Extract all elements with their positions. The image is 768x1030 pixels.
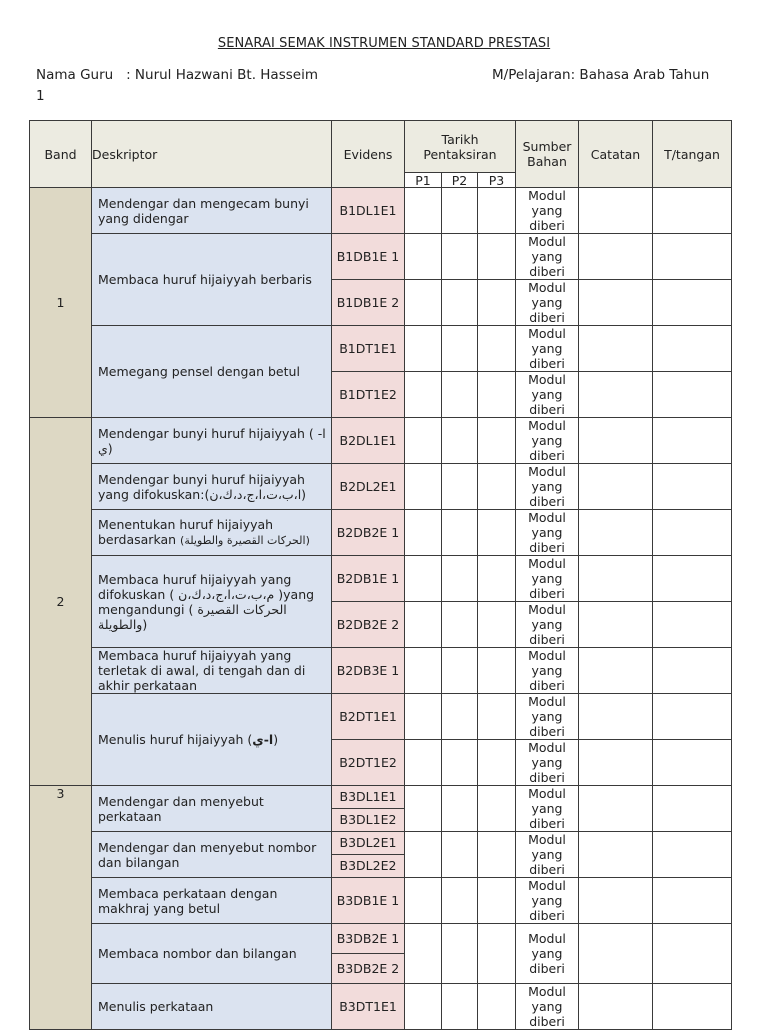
descriptor-cell: Mendengar dan menyebut perkataan bbox=[92, 786, 332, 832]
header-p3: P3 bbox=[478, 173, 516, 188]
teacher-name: Nama Guru : Nurul Hazwani Bt. Hasseim bbox=[36, 67, 318, 83]
evidence-cell: B2DB2E 1 bbox=[332, 510, 405, 556]
source-cell: Modul yang diberi bbox=[516, 280, 579, 326]
catatan-cell[interactable] bbox=[579, 510, 653, 556]
signature-cell[interactable] bbox=[653, 832, 732, 878]
source-cell: Modul yang diberi bbox=[516, 510, 579, 556]
signature-cell[interactable] bbox=[653, 418, 732, 464]
p1-cell[interactable] bbox=[405, 694, 442, 740]
signature-cell[interactable] bbox=[653, 740, 732, 786]
catatan-cell[interactable] bbox=[579, 418, 653, 464]
arabic-text: ا-ي bbox=[252, 732, 274, 747]
p2-cell[interactable] bbox=[442, 326, 478, 372]
table-row bbox=[30, 326, 732, 372]
table-row bbox=[30, 464, 732, 510]
p3-cell[interactable] bbox=[478, 556, 516, 602]
p3-cell[interactable] bbox=[478, 464, 516, 510]
header-sumber-bahan: Sumber Bahan bbox=[516, 121, 579, 188]
evidence-cell: B3DL1E2 bbox=[332, 809, 405, 832]
catatan-cell[interactable] bbox=[579, 740, 653, 786]
source-cell: Modul yang diberi bbox=[516, 786, 579, 832]
descriptor-cell: Mendengar bunyi huruf hijaiyyah yang difokuskan:(ا،ب،ت،ا،ج،د،ك،ن) bbox=[92, 464, 332, 510]
p2-cell[interactable] bbox=[442, 832, 478, 878]
evidence-cell: B2DL2E1 bbox=[332, 464, 405, 510]
p3-cell[interactable] bbox=[478, 602, 516, 648]
evidence-cell: B3DL2E2 bbox=[332, 855, 405, 878]
catatan-cell[interactable] bbox=[579, 984, 653, 1030]
p3-cell[interactable] bbox=[478, 740, 516, 786]
p1-cell[interactable] bbox=[405, 510, 442, 556]
source-cell: Modul yang diberi bbox=[516, 694, 579, 740]
p1-cell[interactable] bbox=[405, 418, 442, 464]
catatan-cell[interactable] bbox=[579, 464, 653, 510]
p2-cell[interactable] bbox=[442, 280, 478, 326]
p3-cell[interactable] bbox=[478, 878, 516, 924]
signature-cell[interactable] bbox=[653, 924, 732, 984]
evidence-cell: B1DT1E1 bbox=[332, 326, 405, 372]
header-catatan: Catatan bbox=[579, 121, 653, 188]
document-title: SENARAI SEMAK INSTRUMEN STANDARD PRESTASI bbox=[217, 36, 551, 51]
catatan-cell[interactable] bbox=[579, 832, 653, 878]
table-row bbox=[30, 234, 732, 280]
source-cell: Modul yang diberi bbox=[516, 326, 579, 372]
p2-cell[interactable] bbox=[442, 418, 478, 464]
header-ttangan: T/tangan bbox=[653, 121, 732, 188]
p3-cell[interactable] bbox=[478, 234, 516, 280]
evidence-cell: B2DL1E1 bbox=[332, 418, 405, 464]
source-cell: Modul yang diberi bbox=[516, 740, 579, 786]
p1-cell[interactable] bbox=[405, 984, 442, 1030]
p3-cell[interactable] bbox=[478, 510, 516, 556]
descriptor-cell: Membaca huruf hijaiyyah berbaris bbox=[92, 234, 332, 326]
descriptor-cell bbox=[92, 510, 332, 556]
p2-cell[interactable] bbox=[442, 556, 478, 602]
assessment-table bbox=[29, 120, 732, 1030]
evidence-cell: B3DL1E1 bbox=[332, 786, 405, 809]
descriptor-cell: Menulis perkataan bbox=[92, 984, 332, 1030]
signature-cell[interactable] bbox=[653, 510, 732, 556]
table-row bbox=[30, 924, 732, 954]
signature-cell[interactable] bbox=[653, 188, 732, 234]
p2-cell[interactable] bbox=[442, 648, 478, 694]
p1-cell[interactable] bbox=[405, 648, 442, 694]
p2-cell[interactable] bbox=[442, 924, 478, 984]
header-p2: P2 bbox=[442, 173, 478, 188]
source-cell: Modul yang diberi bbox=[516, 372, 579, 418]
descriptor-cell bbox=[92, 694, 332, 786]
p1-cell[interactable] bbox=[405, 188, 442, 234]
p3-cell[interactable] bbox=[478, 188, 516, 234]
p1-cell[interactable] bbox=[405, 372, 442, 418]
band-cell: 2 bbox=[30, 418, 92, 786]
descriptor-cell: Mendengar dan menyebut nombor dan bilangan bbox=[92, 832, 332, 878]
p2-cell[interactable] bbox=[442, 878, 478, 924]
p3-cell[interactable] bbox=[478, 372, 516, 418]
table-row bbox=[30, 418, 732, 464]
evidence-cell: B3DB2E 1 bbox=[332, 924, 405, 954]
source-cell: Modul yang diberi bbox=[516, 418, 579, 464]
catatan-cell[interactable] bbox=[579, 786, 653, 832]
catatan-cell[interactable] bbox=[579, 878, 653, 924]
signature-cell[interactable] bbox=[653, 984, 732, 1030]
p2-cell[interactable] bbox=[442, 740, 478, 786]
p2-cell[interactable] bbox=[442, 464, 478, 510]
evidence-cell: B1DL1E1 bbox=[332, 188, 405, 234]
subject-info-year: 1 bbox=[36, 88, 45, 104]
source-cell: Modul yang diberi bbox=[516, 878, 579, 924]
header-band: Band bbox=[30, 121, 92, 188]
p2-cell[interactable] bbox=[442, 234, 478, 280]
evidence-cell: B1DB1E 2 bbox=[332, 280, 405, 326]
p1-cell[interactable] bbox=[405, 786, 442, 832]
p2-cell[interactable] bbox=[442, 188, 478, 234]
signature-cell[interactable] bbox=[653, 786, 732, 832]
source-cell: Modul yang diberi bbox=[516, 234, 579, 280]
descriptor-cell: Membaca huruf hijaiyyah yang terletak di awal, di tengah dan di akhir perkataan bbox=[92, 648, 332, 694]
p3-cell[interactable] bbox=[478, 984, 516, 1030]
p3-cell[interactable] bbox=[478, 832, 516, 878]
p2-cell[interactable] bbox=[442, 602, 478, 648]
header-tarikh-pentaksiran: Tarikh Pentaksiran bbox=[405, 121, 516, 173]
p1-cell[interactable] bbox=[405, 464, 442, 510]
evidence-cell: B3DL2E1 bbox=[332, 832, 405, 855]
source-cell: Modul yang diberi bbox=[516, 602, 579, 648]
signature-cell[interactable] bbox=[653, 326, 732, 372]
descriptor-text: Menulis huruf hijaiyyah ( bbox=[98, 732, 253, 747]
signature-cell[interactable] bbox=[653, 602, 732, 648]
source-cell: Modul yang diberi bbox=[516, 188, 579, 234]
signature-cell[interactable] bbox=[653, 878, 732, 924]
table-row bbox=[30, 694, 732, 740]
band-cell: 1 bbox=[30, 188, 92, 418]
p2-cell[interactable] bbox=[442, 694, 478, 740]
p3-cell[interactable] bbox=[478, 694, 516, 740]
catatan-cell[interactable] bbox=[579, 556, 653, 602]
source-cell: Modul yang diberi bbox=[516, 832, 579, 878]
p3-cell[interactable] bbox=[478, 786, 516, 832]
table-row bbox=[30, 556, 732, 602]
evidence-cell: B2DT1E2 bbox=[332, 740, 405, 786]
descriptor-cell: Mendengar bunyi huruf hijaiyyah ( ا-ي) bbox=[92, 418, 332, 464]
subject-info: M/Pelajaran: Bahasa Arab Tahun bbox=[492, 67, 710, 83]
p2-cell[interactable] bbox=[442, 372, 478, 418]
p1-cell[interactable] bbox=[405, 556, 442, 602]
p3-cell[interactable] bbox=[478, 924, 516, 984]
catatan-cell[interactable] bbox=[579, 234, 653, 280]
evidence-cell: B3DT1E1 bbox=[332, 984, 405, 1030]
evidence-cell: B3DB1E 1 bbox=[332, 878, 405, 924]
table-row bbox=[30, 510, 732, 556]
p1-cell[interactable] bbox=[405, 878, 442, 924]
evidence-cell: B1DB1E 1 bbox=[332, 234, 405, 280]
p2-cell[interactable] bbox=[442, 984, 478, 1030]
catatan-cell[interactable] bbox=[579, 602, 653, 648]
evidence-cell: B1DT1E2 bbox=[332, 372, 405, 418]
table-row bbox=[30, 648, 732, 694]
signature-cell[interactable] bbox=[653, 556, 732, 602]
p1-cell[interactable] bbox=[405, 740, 442, 786]
source-cell: Modul yang diberi bbox=[516, 984, 579, 1030]
signature-cell[interactable] bbox=[653, 234, 732, 280]
p1-cell[interactable] bbox=[405, 924, 442, 984]
signature-cell[interactable] bbox=[653, 694, 732, 740]
table-row bbox=[30, 878, 732, 924]
p3-cell[interactable] bbox=[478, 280, 516, 326]
p2-cell[interactable] bbox=[442, 786, 478, 832]
signature-cell[interactable] bbox=[653, 648, 732, 694]
descriptor-cell: Memegang pensel dengan betul bbox=[92, 326, 332, 418]
catatan-cell[interactable] bbox=[579, 372, 653, 418]
header-deskriptor: Deskriptor bbox=[92, 121, 332, 188]
signature-cell[interactable] bbox=[653, 464, 732, 510]
p1-cell[interactable] bbox=[405, 602, 442, 648]
header-evidens: Evidens bbox=[332, 121, 405, 188]
descriptor-cell: Membaca nombor dan bilangan bbox=[92, 924, 332, 984]
evidence-cell: B2DB1E 1 bbox=[332, 556, 405, 602]
table-row bbox=[30, 832, 732, 855]
catatan-cell[interactable] bbox=[579, 924, 653, 984]
source-cell: Modul yang diberi bbox=[516, 556, 579, 602]
evidence-cell: B2DT1E1 bbox=[332, 694, 405, 740]
p1-cell[interactable] bbox=[405, 832, 442, 878]
descriptor-cell: Membaca perkataan dengan makhraj yang betul bbox=[92, 878, 332, 924]
evidence-cell: B3DB2E 2 bbox=[332, 954, 405, 984]
descriptor-cell: Mendengar dan mengecam bunyi yang didengar bbox=[92, 188, 332, 234]
arabic-text: (الحركات القصيرة والطويلة) bbox=[180, 534, 310, 547]
source-cell: Modul yang diberi bbox=[516, 924, 579, 984]
header-p1: P1 bbox=[405, 173, 442, 188]
table-row bbox=[30, 984, 732, 1030]
p1-cell[interactable] bbox=[405, 280, 442, 326]
catatan-cell[interactable] bbox=[579, 648, 653, 694]
evidence-cell: B2DB3E 1 bbox=[332, 648, 405, 694]
p3-cell[interactable] bbox=[478, 418, 516, 464]
p2-cell[interactable] bbox=[442, 510, 478, 556]
p3-cell[interactable] bbox=[478, 648, 516, 694]
signature-cell[interactable] bbox=[653, 372, 732, 418]
descriptor-cell: Membaca huruf hijaiyyah yang difokuskan ( م،ب،ت،ا،ج،د،ك،ن )yang mengandungi ( الحركات القصيرة والطويلة) bbox=[92, 556, 332, 648]
catatan-cell[interactable] bbox=[579, 326, 653, 372]
p1-cell[interactable] bbox=[405, 326, 442, 372]
band-cell: 3 bbox=[30, 786, 92, 1030]
descriptor-text-close: ) bbox=[273, 732, 279, 747]
p1-cell[interactable] bbox=[405, 234, 442, 280]
table-row bbox=[30, 188, 732, 234]
catatan-cell[interactable] bbox=[579, 280, 653, 326]
table-row bbox=[30, 786, 732, 809]
evidence-cell: B2DB2E 2 bbox=[332, 602, 405, 648]
source-cell: Modul yang diberi bbox=[516, 648, 579, 694]
source-cell: Modul yang diberi bbox=[516, 464, 579, 510]
descriptor-text: Menentukan huruf hijaiyyah berdasarkan bbox=[98, 517, 274, 547]
catatan-cell[interactable] bbox=[579, 694, 653, 740]
catatan-cell[interactable] bbox=[579, 188, 653, 234]
signature-cell[interactable] bbox=[653, 280, 732, 326]
p3-cell[interactable] bbox=[478, 326, 516, 372]
